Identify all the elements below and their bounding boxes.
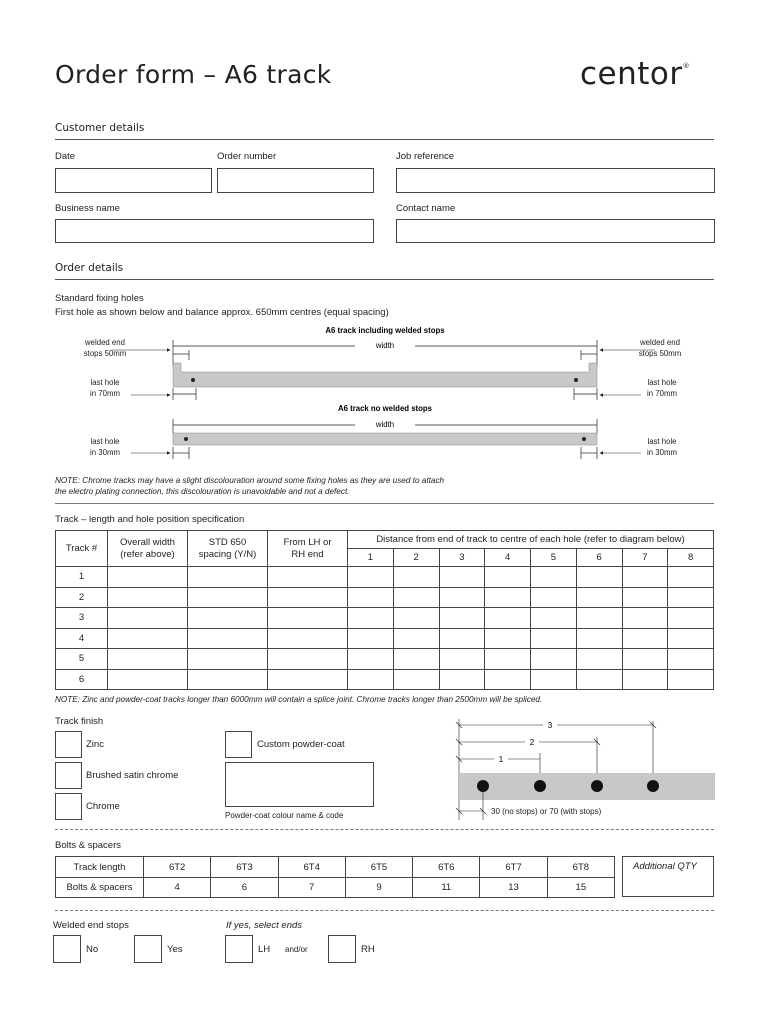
- hole-marker: [184, 437, 188, 441]
- welded-no-checkbox[interactable]: [53, 935, 81, 963]
- track-number-cell: 1: [56, 567, 108, 588]
- entry-cell[interactable]: [622, 649, 668, 670]
- track-length-value: 6T4: [278, 857, 345, 878]
- entry-cell[interactable]: [622, 608, 668, 629]
- customer-details-heading: Customer details: [55, 122, 145, 134]
- track-length-label: Track length: [56, 857, 144, 878]
- zinc-label: Zinc: [86, 739, 104, 750]
- entry-cell[interactable]: [348, 649, 394, 670]
- track-table-heading: Track – length and hole position specification: [55, 514, 245, 525]
- hole-marker: [191, 378, 195, 382]
- entry-cell[interactable]: [348, 567, 394, 588]
- col-distance-header: Distance from end of track to centre of each hole (refer to diagram below): [348, 531, 714, 549]
- contact-name-label: Contact name: [396, 203, 456, 214]
- splice-note: NOTE: Zinc and powder-coat tracks longer than 6000mm will contain a splice joint. Chrome tracks longer than 2500mm will be spliced.: [55, 695, 543, 704]
- entry-cell[interactable]: [268, 669, 348, 690]
- chrome-checkbox[interactable]: [55, 793, 82, 820]
- entry-cell[interactable]: [393, 649, 439, 670]
- track-number-cell: 3: [56, 608, 108, 629]
- bolts-count-value: 4: [144, 878, 211, 898]
- bolts-count-value: 11: [413, 878, 480, 898]
- hole-marker: [582, 437, 586, 441]
- entry-cell[interactable]: [668, 649, 714, 670]
- last-hole-70-right: last hole in 70mm: [647, 378, 677, 398]
- track-length-value: 6T5: [345, 857, 412, 878]
- col-std-spacing: STD 650 spacing (Y/N): [188, 531, 268, 567]
- hole-number-header: 1: [348, 549, 394, 567]
- entry-cell[interactable]: [622, 587, 668, 608]
- entry-cell[interactable]: [348, 587, 394, 608]
- entry-cell[interactable]: [348, 628, 394, 649]
- bolts-count-value: 9: [345, 878, 412, 898]
- track-number-cell: 6: [56, 669, 108, 690]
- divider: [55, 139, 714, 140]
- track-number-cell: 2: [56, 587, 108, 608]
- track-length-value: 6T3: [211, 857, 278, 878]
- table-row: [56, 587, 714, 608]
- entry-cell[interactable]: [108, 669, 188, 690]
- entry-cell[interactable]: [393, 669, 439, 690]
- bolts-spacers-heading: Bolts & spacers: [55, 840, 121, 851]
- bolts-count-value: 13: [480, 878, 547, 898]
- entry-cell[interactable]: [622, 567, 668, 588]
- welded-diagram-title: A6 track including welded stops: [325, 326, 445, 335]
- divider: [55, 279, 714, 280]
- dashed-divider: [55, 829, 714, 830]
- entry-cell[interactable]: [268, 628, 348, 649]
- entry-cell[interactable]: [108, 567, 188, 588]
- chrome-note: NOTE: Chrome tracks may have a slight discolouration around some fixing holes as they are used to attach the electro plating connection, this discolouration is unavoidable and not a defect.: [55, 476, 445, 496]
- track-number-cell: 5: [56, 649, 108, 670]
- col-overall-width: Overall width (refer above): [108, 531, 188, 567]
- logo-text: centor: [580, 56, 683, 92]
- col-from-end: From LH or RH end: [268, 531, 348, 567]
- hole-marker: [591, 780, 603, 792]
- entry-cell[interactable]: [268, 608, 348, 629]
- entry-cell[interactable]: [531, 669, 577, 690]
- entry-cell[interactable]: [576, 628, 622, 649]
- plain-track-shape: [173, 433, 597, 445]
- entry-cell[interactable]: [108, 587, 188, 608]
- custom-powder-coat-label: Custom powder-coat: [257, 739, 345, 750]
- fixing-holes-diagram: [55, 320, 715, 470]
- job-reference-label: Job reference: [396, 151, 455, 162]
- entry-cell[interactable]: [531, 567, 577, 588]
- track-section: [459, 773, 715, 800]
- entry-cell[interactable]: [576, 587, 622, 608]
- entry-cell[interactable]: [188, 567, 268, 588]
- entry-cell[interactable]: [439, 628, 485, 649]
- col-track-number: Track #: [56, 531, 108, 567]
- lh-label: LH: [258, 944, 271, 955]
- entry-cell[interactable]: [576, 567, 622, 588]
- business-name-label: Business name: [55, 203, 120, 214]
- table-row: [56, 649, 714, 670]
- dim-2: 2: [529, 738, 535, 747]
- width-label: width: [375, 420, 395, 429]
- hole-marker: [647, 780, 659, 792]
- track-length-value: 6T7: [480, 857, 547, 878]
- entry-cell[interactable]: [348, 669, 394, 690]
- track-length-value: 6T8: [547, 857, 614, 878]
- entry-cell[interactable]: [531, 628, 577, 649]
- welded-yes-label: Yes: [167, 944, 183, 955]
- fixing-holes-description: First hole as shown below and balance approx. 650mm centres (equal spacing): [55, 307, 389, 318]
- track-finish-heading: Track finish: [55, 716, 104, 727]
- entry-cell[interactable]: [531, 649, 577, 670]
- contact-name-field[interactable]: [396, 219, 715, 243]
- hole-number-header: 6: [576, 549, 622, 567]
- hole-spacing-caption: 30 (no stops) or 70 (with stops): [491, 807, 602, 816]
- entry-cell[interactable]: [188, 587, 268, 608]
- entry-cell[interactable]: [439, 587, 485, 608]
- dim-1: 1: [498, 755, 504, 764]
- if-yes-label: If yes, select ends: [226, 920, 303, 931]
- order-number-label: Order number: [217, 151, 277, 162]
- bolts-count-value: 6: [211, 878, 278, 898]
- fixing-holes-title: Standard fixing holes: [55, 293, 144, 304]
- bolts-count-value: 15: [547, 878, 614, 898]
- entry-cell[interactable]: [439, 669, 485, 690]
- entry-cell[interactable]: [668, 567, 714, 588]
- welded-end-stops-heading: Welded end stops: [53, 920, 129, 931]
- date-field[interactable]: [55, 168, 212, 193]
- table-row: [56, 669, 714, 690]
- entry-cell[interactable]: [393, 608, 439, 629]
- table-row: [56, 608, 714, 629]
- entry-cell[interactable]: [622, 669, 668, 690]
- dashed-divider: [55, 910, 714, 911]
- bolts-spacers-label: Bolts & spacers: [56, 878, 144, 898]
- entry-cell[interactable]: [439, 649, 485, 670]
- table-row: [56, 567, 714, 588]
- rh-checkbox[interactable]: [328, 935, 356, 963]
- entry-cell[interactable]: [439, 608, 485, 629]
- entry-cell[interactable]: [668, 587, 714, 608]
- additional-qty-label: Additional QTY: [633, 861, 697, 872]
- entry-cell[interactable]: [485, 669, 531, 690]
- rh-label: RH: [361, 944, 375, 955]
- welded-no-label: No: [86, 944, 99, 955]
- hole-number-header: 2: [393, 549, 439, 567]
- last-hole-30-right: last hole in 30mm: [647, 437, 677, 457]
- hole-number-header: 7: [622, 549, 668, 567]
- entry-cell[interactable]: [576, 669, 622, 690]
- hole-number-header: 5: [531, 549, 577, 567]
- entry-cell[interactable]: [188, 649, 268, 670]
- entry-cell[interactable]: [439, 567, 485, 588]
- date-label: Date: [55, 151, 76, 162]
- entry-cell[interactable]: [393, 587, 439, 608]
- entry-cell[interactable]: [188, 628, 268, 649]
- entry-cell[interactable]: [393, 567, 439, 588]
- last-hole-30-left: last hole in 30mm: [90, 437, 120, 457]
- hole-marker: [477, 780, 489, 792]
- entry-cell[interactable]: [348, 608, 394, 629]
- hole-number-header: 8: [668, 549, 714, 567]
- last-hole-70-left: last hole in 70mm: [90, 378, 120, 398]
- hole-marker: [534, 780, 546, 792]
- brushed-satin-chrome-checkbox[interactable]: [55, 762, 82, 789]
- order-number-field[interactable]: [217, 168, 374, 193]
- hole-number-header: 3: [439, 549, 485, 567]
- entry-cell[interactable]: [531, 608, 577, 629]
- entry-cell[interactable]: [393, 628, 439, 649]
- welded-end-label-right: welded end stops 50mm: [638, 338, 682, 358]
- entry-cell[interactable]: [485, 567, 531, 588]
- entry-cell[interactable]: [622, 628, 668, 649]
- divider: [55, 503, 714, 504]
- entry-cell[interactable]: [531, 587, 577, 608]
- track-length-value: 6T6: [413, 857, 480, 878]
- lh-checkbox[interactable]: [225, 935, 253, 963]
- chrome-label: Chrome: [86, 801, 120, 812]
- and-or-label: and/or: [285, 945, 308, 954]
- track-number-cell: 4: [56, 628, 108, 649]
- powder-coat-colour-caption: Powder-coat colour name & code: [225, 811, 344, 820]
- welded-yes-checkbox[interactable]: [134, 935, 162, 963]
- no-welded-diagram-title: A6 track no welded stops: [337, 404, 433, 413]
- custom-powder-coat-checkbox[interactable]: [225, 731, 252, 758]
- entry-cell[interactable]: [485, 628, 531, 649]
- bolts-count-value: 7: [278, 878, 345, 898]
- hole-number-header: 4: [485, 549, 531, 567]
- welded-track-shape: [173, 363, 597, 387]
- zinc-checkbox[interactable]: [55, 731, 82, 758]
- entry-cell[interactable]: [268, 587, 348, 608]
- hole-marker: [574, 378, 578, 382]
- business-name-field[interactable]: [55, 219, 374, 243]
- bolts-table: [55, 856, 615, 898]
- centor-logo: [580, 56, 690, 92]
- entry-cell[interactable]: [108, 628, 188, 649]
- entry-cell[interactable]: [668, 669, 714, 690]
- job-reference-field[interactable]: [396, 168, 715, 193]
- entry-cell[interactable]: [188, 608, 268, 629]
- track-length-value: 6T2: [144, 857, 211, 878]
- brushed-satin-chrome-label: Brushed satin chrome: [86, 770, 179, 781]
- track-spec-table: [55, 530, 714, 690]
- entry-cell[interactable]: [576, 649, 622, 670]
- page-title: Order form – A6 track: [55, 60, 332, 89]
- welded-end-label-left: welded end stops 50mm: [83, 338, 127, 358]
- order-details-heading: Order details: [55, 262, 124, 274]
- table-row: [56, 628, 714, 649]
- entry-cell[interactable]: [668, 628, 714, 649]
- entry-cell[interactable]: [576, 608, 622, 629]
- width-label: width: [375, 341, 395, 350]
- dim-3: 3: [547, 721, 553, 730]
- entry-cell[interactable]: [485, 587, 531, 608]
- entry-cell[interactable]: [268, 649, 348, 670]
- registered-mark: ®: [682, 62, 691, 70]
- entry-cell[interactable]: [485, 649, 531, 670]
- powder-coat-colour-field[interactable]: [225, 762, 374, 807]
- entry-cell[interactable]: [108, 649, 188, 670]
- entry-cell[interactable]: [485, 608, 531, 629]
- entry-cell[interactable]: [268, 567, 348, 588]
- entry-cell[interactable]: [188, 669, 268, 690]
- entry-cell[interactable]: [668, 608, 714, 629]
- entry-cell[interactable]: [108, 608, 188, 629]
